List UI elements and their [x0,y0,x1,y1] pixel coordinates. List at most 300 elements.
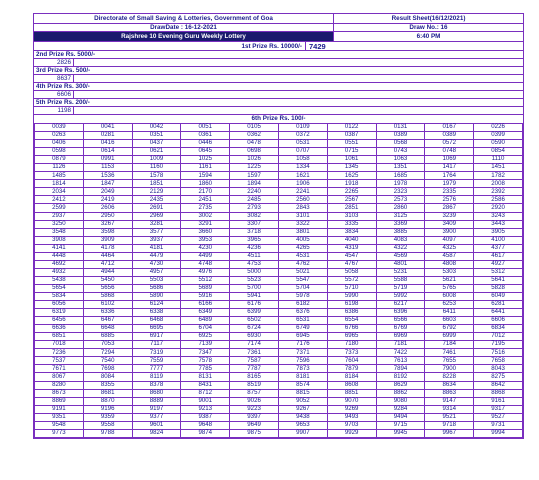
sixth-prize-number: 0263 [35,132,84,140]
sixth-prize-number: 5058 [327,268,376,276]
sixth-prize-number: 1594 [181,172,230,180]
sixth-prize-number: 7516 [474,349,523,357]
sixth-prize-number: 3937 [132,236,181,244]
sixth-prize-row [35,228,523,236]
sixth-prize-number: 2412 [35,196,84,204]
sixth-prize-number: 9359 [83,413,132,421]
sixth-prize-number: 0039 [35,124,84,132]
sixth-prize-number: 1160 [132,164,181,172]
sixth-prize-number: 4712 [83,260,132,268]
sixth-prize-number: 2576 [425,196,474,204]
sixth-prize-number: 8680 [132,389,181,397]
sixth-prize-number: 2335 [425,188,474,196]
sixth-prize-number: 6467 [83,317,132,325]
sixth-prize-number: 6792 [425,325,474,333]
header-row-3 [34,32,523,42]
sixth-prize-number: 4325 [425,244,474,252]
sixth-prize-number: 9196 [83,405,132,413]
sixth-prize-number: 8067 [35,373,84,381]
sixth-prize-number: 6489 [181,317,230,325]
sixth-prize-number: 4319 [327,244,376,252]
sixth-prize-table-body [35,124,523,438]
sixth-prize-number: 8043 [474,365,523,373]
sixth-prize-number: 2129 [132,188,181,196]
sixth-prize-number: 4808 [425,260,474,268]
sixth-prize-number: 2969 [132,212,181,220]
sixth-prize-number: 9269 [327,405,376,413]
sixth-prize-number: 9080 [376,397,425,405]
sixth-prize-number: 3267 [83,220,132,228]
sixth-prize-number: 7422 [376,349,425,357]
sixth-prize-number: 7053 [83,341,132,349]
sixth-prize-number: 5450 [83,276,132,284]
sixth-prize-number: 8712 [181,389,230,397]
sixth-prize-row [35,397,523,405]
sixth-prize-number: 1345 [327,164,376,172]
first-prize-row [34,42,523,51]
sixth-prize-number: 2265 [327,188,376,196]
sixth-prize-number: 3905 [474,228,523,236]
sixth-prize-number: 4569 [376,252,425,260]
sixth-prize-number: 6885 [83,333,132,341]
fifth-prize-number: 1198 [34,107,74,114]
sixth-prize-number: 1847 [83,180,132,188]
sixth-prize-number: 2034 [35,188,84,196]
sixth-prize-number: 6834 [474,325,523,333]
sixth-prize-number: 2867 [425,204,474,212]
sixth-prize-number: 6441 [474,309,523,317]
sixth-prize-number: 5231 [376,268,425,276]
sixth-prize-number: 8642 [474,381,523,389]
sixth-prize-number: 7176 [278,341,327,349]
sixth-prize-number: 9703 [327,421,376,429]
sixth-prize-number: 8870 [83,397,132,405]
sixth-prize-number: 6253 [425,301,474,309]
sixth-prize-number: 2793 [230,204,279,212]
sixth-prize-number: 1026 [230,156,279,164]
lottery-name: Rajshree 10 Evening Guru Weekly Lottery [34,32,334,41]
sixth-prize-number: 5312 [474,268,523,276]
sixth-prize-number: 0051 [181,124,230,132]
sixth-prize-number: 3953 [181,236,230,244]
sixth-prize-number: 9213 [181,405,230,413]
sixth-prize-number: 5686 [132,284,181,292]
sixth-prize-number: 7540 [83,357,132,365]
sixth-prize-number: 9824 [132,429,181,437]
sixth-prize-number: 7117 [132,341,181,349]
fourth-prize-label-row [34,83,523,91]
sixth-prize-number: 6124 [132,301,181,309]
sixth-prize-number: 5704 [278,284,327,292]
sixth-prize-number: 3443 [474,220,523,228]
sixth-prize-number: 2485 [230,196,279,204]
sixth-prize-number: 6930 [230,333,279,341]
sixth-prize-number: 8228 [425,373,474,381]
sixth-prize-number: 4617 [474,252,523,260]
first-prize-label: 1st Prize Rs. 10000/- [34,42,306,50]
sixth-prize-row [35,188,523,196]
sixth-prize-number: 8355 [83,381,132,389]
sixth-prize-table [34,123,523,438]
sixth-prize-number: 1979 [425,180,474,188]
sixth-prize-number: 1161 [181,164,230,172]
sixth-prize-number: 0226 [474,124,523,132]
sixth-prize-number: 1063 [376,156,425,164]
sixth-prize-number: 0551 [327,140,376,148]
sixth-prize-number: 1814 [35,180,84,188]
sixth-prize-number: 3660 [181,228,230,236]
sixth-prize-number: 9653 [278,421,327,429]
sixth-prize-number: 6695 [132,325,181,333]
sixth-prize-number: 7018 [35,341,84,349]
sixth-prize-number: 6056 [35,301,84,309]
sixth-prize-row [35,349,523,357]
sixth-prize-number: 0361 [181,132,230,140]
sixth-prize-number: 5990 [327,292,376,300]
sixth-prize-number: 4767 [327,260,376,268]
header-row-1 [34,14,523,24]
sixth-prize-number: 6198 [327,301,376,309]
sixth-prize-number: 4762 [278,260,327,268]
sixth-prize-number: 6531 [278,317,327,325]
sixth-prize-number: 7236 [35,349,84,357]
sixth-prize-number: 4005 [278,236,327,244]
sixth-prize-number: 8634 [425,381,474,389]
sixth-prize-number: 5512 [181,276,230,284]
sixth-prize-number: 7658 [474,357,523,365]
third-prize-number-row [34,75,523,83]
sixth-prize-number: 5941 [230,292,279,300]
sixth-prize-number: 1860 [181,180,230,188]
sixth-prize-number: 3101 [278,212,327,220]
sixth-prize-number: 5654 [35,284,84,292]
sixth-prize-number: 9875 [230,429,279,437]
sixth-prize-number: 6166 [181,301,230,309]
sixth-prize-number: 6319 [35,309,84,317]
sixth-prize-number: 1110 [474,156,523,164]
sixth-prize-number: 2240 [230,188,279,196]
sixth-prize-number: 3909 [83,236,132,244]
sixth-prize-number: 2451 [181,196,230,204]
sixth-prize-number: 9874 [181,429,230,437]
sixth-prize-number: 8863 [425,389,474,397]
sixth-prize-number: 4100 [474,236,523,244]
sixth-prize-number: 7371 [278,349,327,357]
sixth-prize-number: 9267 [278,405,327,413]
sixth-prize-number: 5719 [376,284,425,292]
sixth-prize-number: 5523 [230,276,279,284]
sixth-prize-number: 0042 [132,124,181,132]
sixth-prize-number: 9929 [327,429,376,437]
sixth-prize-number: 3082 [230,212,279,220]
sixth-prize-number: 0041 [83,124,132,132]
sixth-prize-number: 7184 [425,341,474,349]
sixth-prize-number: 0707 [278,148,327,156]
sixth-prize-number: 4265 [278,244,327,252]
sixth-prize-number: 5689 [181,284,230,292]
sixth-prize-number: 9945 [376,429,425,437]
sixth-prize-number: 7671 [35,365,84,373]
sixth-prize-number: 7373 [327,349,376,357]
sixth-prize-number: 2560 [278,196,327,204]
sixth-prize-number: 1536 [83,172,132,180]
sixth-prize-number: 9161 [474,397,523,405]
sixth-prize-number: 1153 [83,164,132,172]
sixth-prize-number: 6851 [35,333,84,341]
sixth-prize-number: 8608 [327,381,376,389]
sixth-prize-number: 8165 [230,373,279,381]
sixth-prize-number: 2920 [474,204,523,212]
sixth-prize-number: 3900 [425,228,474,236]
sixth-prize-number: 8378 [132,381,181,389]
sixth-prize-number: 1061 [327,156,376,164]
sixth-prize-number: 9223 [230,405,279,413]
sixth-prize-number: 8629 [376,381,425,389]
sixth-prize-number: 1451 [474,164,523,172]
sixth-prize-number: 1597 [230,172,279,180]
sixth-prize-number: 7785 [181,365,230,373]
sixth-prize-number: 2586 [474,196,523,204]
sixth-prize-number: 5828 [474,284,523,292]
sixth-prize-number: 2691 [132,204,181,212]
sixth-prize-number: 6917 [132,333,181,341]
sixth-prize-number: 4748 [181,260,230,268]
sixth-prize-number: 9773 [35,429,84,437]
sixth-prize-number: 3369 [376,220,425,228]
sixth-prize-number: 4097 [425,236,474,244]
sixth-prize-number: 4464 [83,252,132,260]
sixth-prize-number: 4531 [278,252,327,260]
sixth-prize-number: 9197 [132,405,181,413]
sixth-prize-number: 9788 [83,429,132,437]
sixth-prize-number: 8192 [376,373,425,381]
sixth-prize-number: 8119 [132,373,181,381]
sixth-prize-number: 3965 [230,236,279,244]
sixth-prize-number: 4377 [474,244,523,252]
sixth-prize-number: 8851 [327,389,376,397]
sixth-prize-number: 0446 [181,140,230,148]
sixth-prize-number: 9715 [376,421,425,429]
sixth-prize-number: 0387 [327,132,376,140]
sixth-prize-number: 7347 [181,349,230,357]
third-prize-number: 8637 [34,75,74,82]
sixth-prize-number: 6338 [132,309,181,317]
fourth-prize-number: 6606 [34,91,74,98]
sixth-prize-number: 2843 [278,204,327,212]
sixth-prize-number: 6969 [376,333,425,341]
sixth-prize-number: 0437 [132,140,181,148]
sixth-prize-number: 5992 [376,292,425,300]
sixth-prize-number: 9558 [83,421,132,429]
sixth-prize-number: 0131 [376,124,425,132]
sixth-prize-number: 1069 [425,156,474,164]
sixth-prize-number: 7596 [278,357,327,365]
sixth-prize-number: 4976 [181,268,230,276]
sixth-prize-number: 6336 [83,309,132,317]
sixth-prize-row [35,164,523,172]
sixth-prize-number: 2323 [376,188,425,196]
sixth-prize-number: 6945 [278,333,327,341]
sixth-prize-number: 3885 [376,228,425,236]
sixth-prize-number: 5547 [278,276,327,284]
sixth-prize-number: 4230 [181,244,230,252]
sixth-prize-number: 1025 [181,156,230,164]
sixth-prize-number: 1351 [376,164,425,172]
sixth-prize-number: 3250 [35,220,84,228]
sixth-prize-number: 7655 [425,357,474,365]
sixth-prize-number: 0598 [35,148,84,156]
sixth-prize-number: 0389 [425,132,474,140]
sixth-prize-number: 6766 [327,325,376,333]
sixth-prize-number: 0389 [376,132,425,140]
sixth-prize-row [35,236,523,244]
draw-time: 6:40 PM [416,33,441,40]
sixth-prize-number: 5438 [35,276,84,284]
sixth-prize-row [35,357,523,365]
sixth-prize-number: 1625 [327,172,376,180]
sixth-prize-number: 8757 [230,389,279,397]
sixth-prize-number: 0715 [327,148,376,156]
sixth-prize-number: 3322 [278,220,327,228]
sixth-prize-number: 4083 [376,236,425,244]
sixth-prize-number: 9648 [181,421,230,429]
sixth-prize-row [35,381,523,389]
sixth-prize-number: 6376 [278,309,327,317]
sixth-prize-number: 1058 [278,156,327,164]
sixth-prize-number: 9994 [474,429,523,437]
result-sheet-title: Result Sheet(16/12/2021) [391,15,466,22]
sixth-prize-number: 8815 [278,389,327,397]
sixth-prize-number: 8431 [181,381,230,389]
sixth-prize-number: 0698 [230,148,279,156]
sixth-prize-number: 8574 [278,381,327,389]
sixth-prize-number: 5834 [35,292,84,300]
sixth-prize-number: 9351 [35,413,84,421]
sixth-prize-number: 6008 [425,292,474,300]
sixth-prize-number: 3125 [376,212,425,220]
sixth-prize-number: 8868 [474,389,523,397]
sixth-prize-number: 1918 [327,180,376,188]
sixth-prize-number: 6396 [376,309,425,317]
sixth-prize-number: 4141 [35,244,84,252]
sixth-prize-number: 7777 [132,365,181,373]
sixth-prize-number: 1621 [278,172,327,180]
sixth-prize-number: 3335 [327,220,376,228]
sixth-prize-number: 9527 [474,413,523,421]
sixth-prize-number: 8519 [230,381,279,389]
sixth-prize-number: 5656 [83,284,132,292]
sixth-prize-number: 0879 [35,156,84,164]
sixth-prize-row [35,196,523,204]
sixth-prize-number: 6386 [327,309,376,317]
sixth-prize-number: 4040 [327,236,376,244]
sixth-prize-number: 6925 [181,333,230,341]
sixth-prize-number: 7604 [327,357,376,365]
sixth-prize-number: 7294 [83,349,132,357]
sixth-prize-number: 3103 [327,212,376,220]
sixth-prize-number: 8673 [35,389,84,397]
draw-number: Draw No.: 16 [409,24,448,31]
sixth-prize-number: 6724 [230,325,279,333]
sixth-prize-number: 8862 [376,389,425,397]
sixth-prize-row [35,373,523,381]
sixth-prize-number: 0105 [230,124,279,132]
sixth-prize-number: 3002 [181,212,230,220]
third-prize-label: 3rd Prize Rs. 500/- [36,67,91,74]
sixth-prize-number: 9191 [35,405,84,413]
sixth-prize-number: 0531 [278,140,327,148]
sixth-prize-number: 6176 [230,301,279,309]
header-row-2 [34,24,523,32]
sixth-prize-number: 4587 [425,252,474,260]
sixth-prize-number: 8869 [35,397,84,405]
sixth-prize-number: 6182 [278,301,327,309]
sixth-prize-number: 4944 [83,268,132,276]
sixth-prize-number: 2008 [474,180,523,188]
sixth-prize-number: 1764 [425,172,474,180]
sixth-prize-number: 7180 [327,341,376,349]
sixth-prize-number: 0372 [278,132,327,140]
sixth-prize-number: 1782 [474,172,523,180]
sixth-prize-number: 0399 [474,132,523,140]
sixth-prize-number: 9001 [181,397,230,405]
sixth-prize-number: 6606 [474,317,523,325]
sixth-prize-number: 2049 [83,188,132,196]
sixth-prize-number: 3548 [35,228,84,236]
sixth-prize-number: 4178 [83,244,132,252]
sixth-prize-number: 0281 [83,132,132,140]
sixth-prize-row [35,180,523,188]
sixth-prize-number: 0572 [425,140,474,148]
sixth-prize-row [35,341,523,349]
sixth-prize-number: 2606 [83,204,132,212]
sixth-prize-number: 6456 [35,317,84,325]
sixth-prize-number: 2567 [327,196,376,204]
sixth-prize-row [35,212,523,220]
sixth-prize-number: 1978 [376,180,425,188]
sixth-prize-number: 2937 [35,212,84,220]
sixth-prize-row [35,389,523,397]
sixth-prize-number: 6411 [425,309,474,317]
sixth-prize-number: 0122 [327,124,376,132]
sixth-prize-number: 0590 [474,140,523,148]
sixth-prize-number: 9377 [132,413,181,421]
sixth-prize-number: 7012 [474,333,523,341]
sixth-prize-number: 3281 [132,220,181,228]
sixth-prize-number: 9284 [376,405,425,413]
sixth-prize-number: 7319 [132,349,181,357]
sixth-prize-row [35,172,523,180]
sixth-prize-number: 3577 [132,228,181,236]
sixth-prize-number: 0351 [132,132,181,140]
sixth-prize-number: 4692 [35,260,84,268]
sixth-prize-number: 5021 [278,268,327,276]
sixth-prize-number: 9387 [181,413,230,421]
sixth-prize-number: 1906 [278,180,327,188]
sixth-prize-number: 3291 [181,220,230,228]
second-prize-number: 2826 [34,59,74,66]
sixth-prize-number: 0854 [474,148,523,156]
sixth-prize-row [35,204,523,212]
sixth-prize-label: 6th Prize Rs. 100/- [251,115,306,122]
sixth-prize-number: 5890 [132,292,181,300]
sixth-prize-number: 3718 [230,228,279,236]
sixth-prize-number: 7698 [83,365,132,373]
sixth-prize-number: 3801 [278,228,327,236]
draw-date: DrawDate : 16-12-2021 [34,24,334,31]
fourth-prize-label: 4th Prize Rs. 300/- [36,83,90,90]
sixth-prize-number: 6399 [230,309,279,317]
